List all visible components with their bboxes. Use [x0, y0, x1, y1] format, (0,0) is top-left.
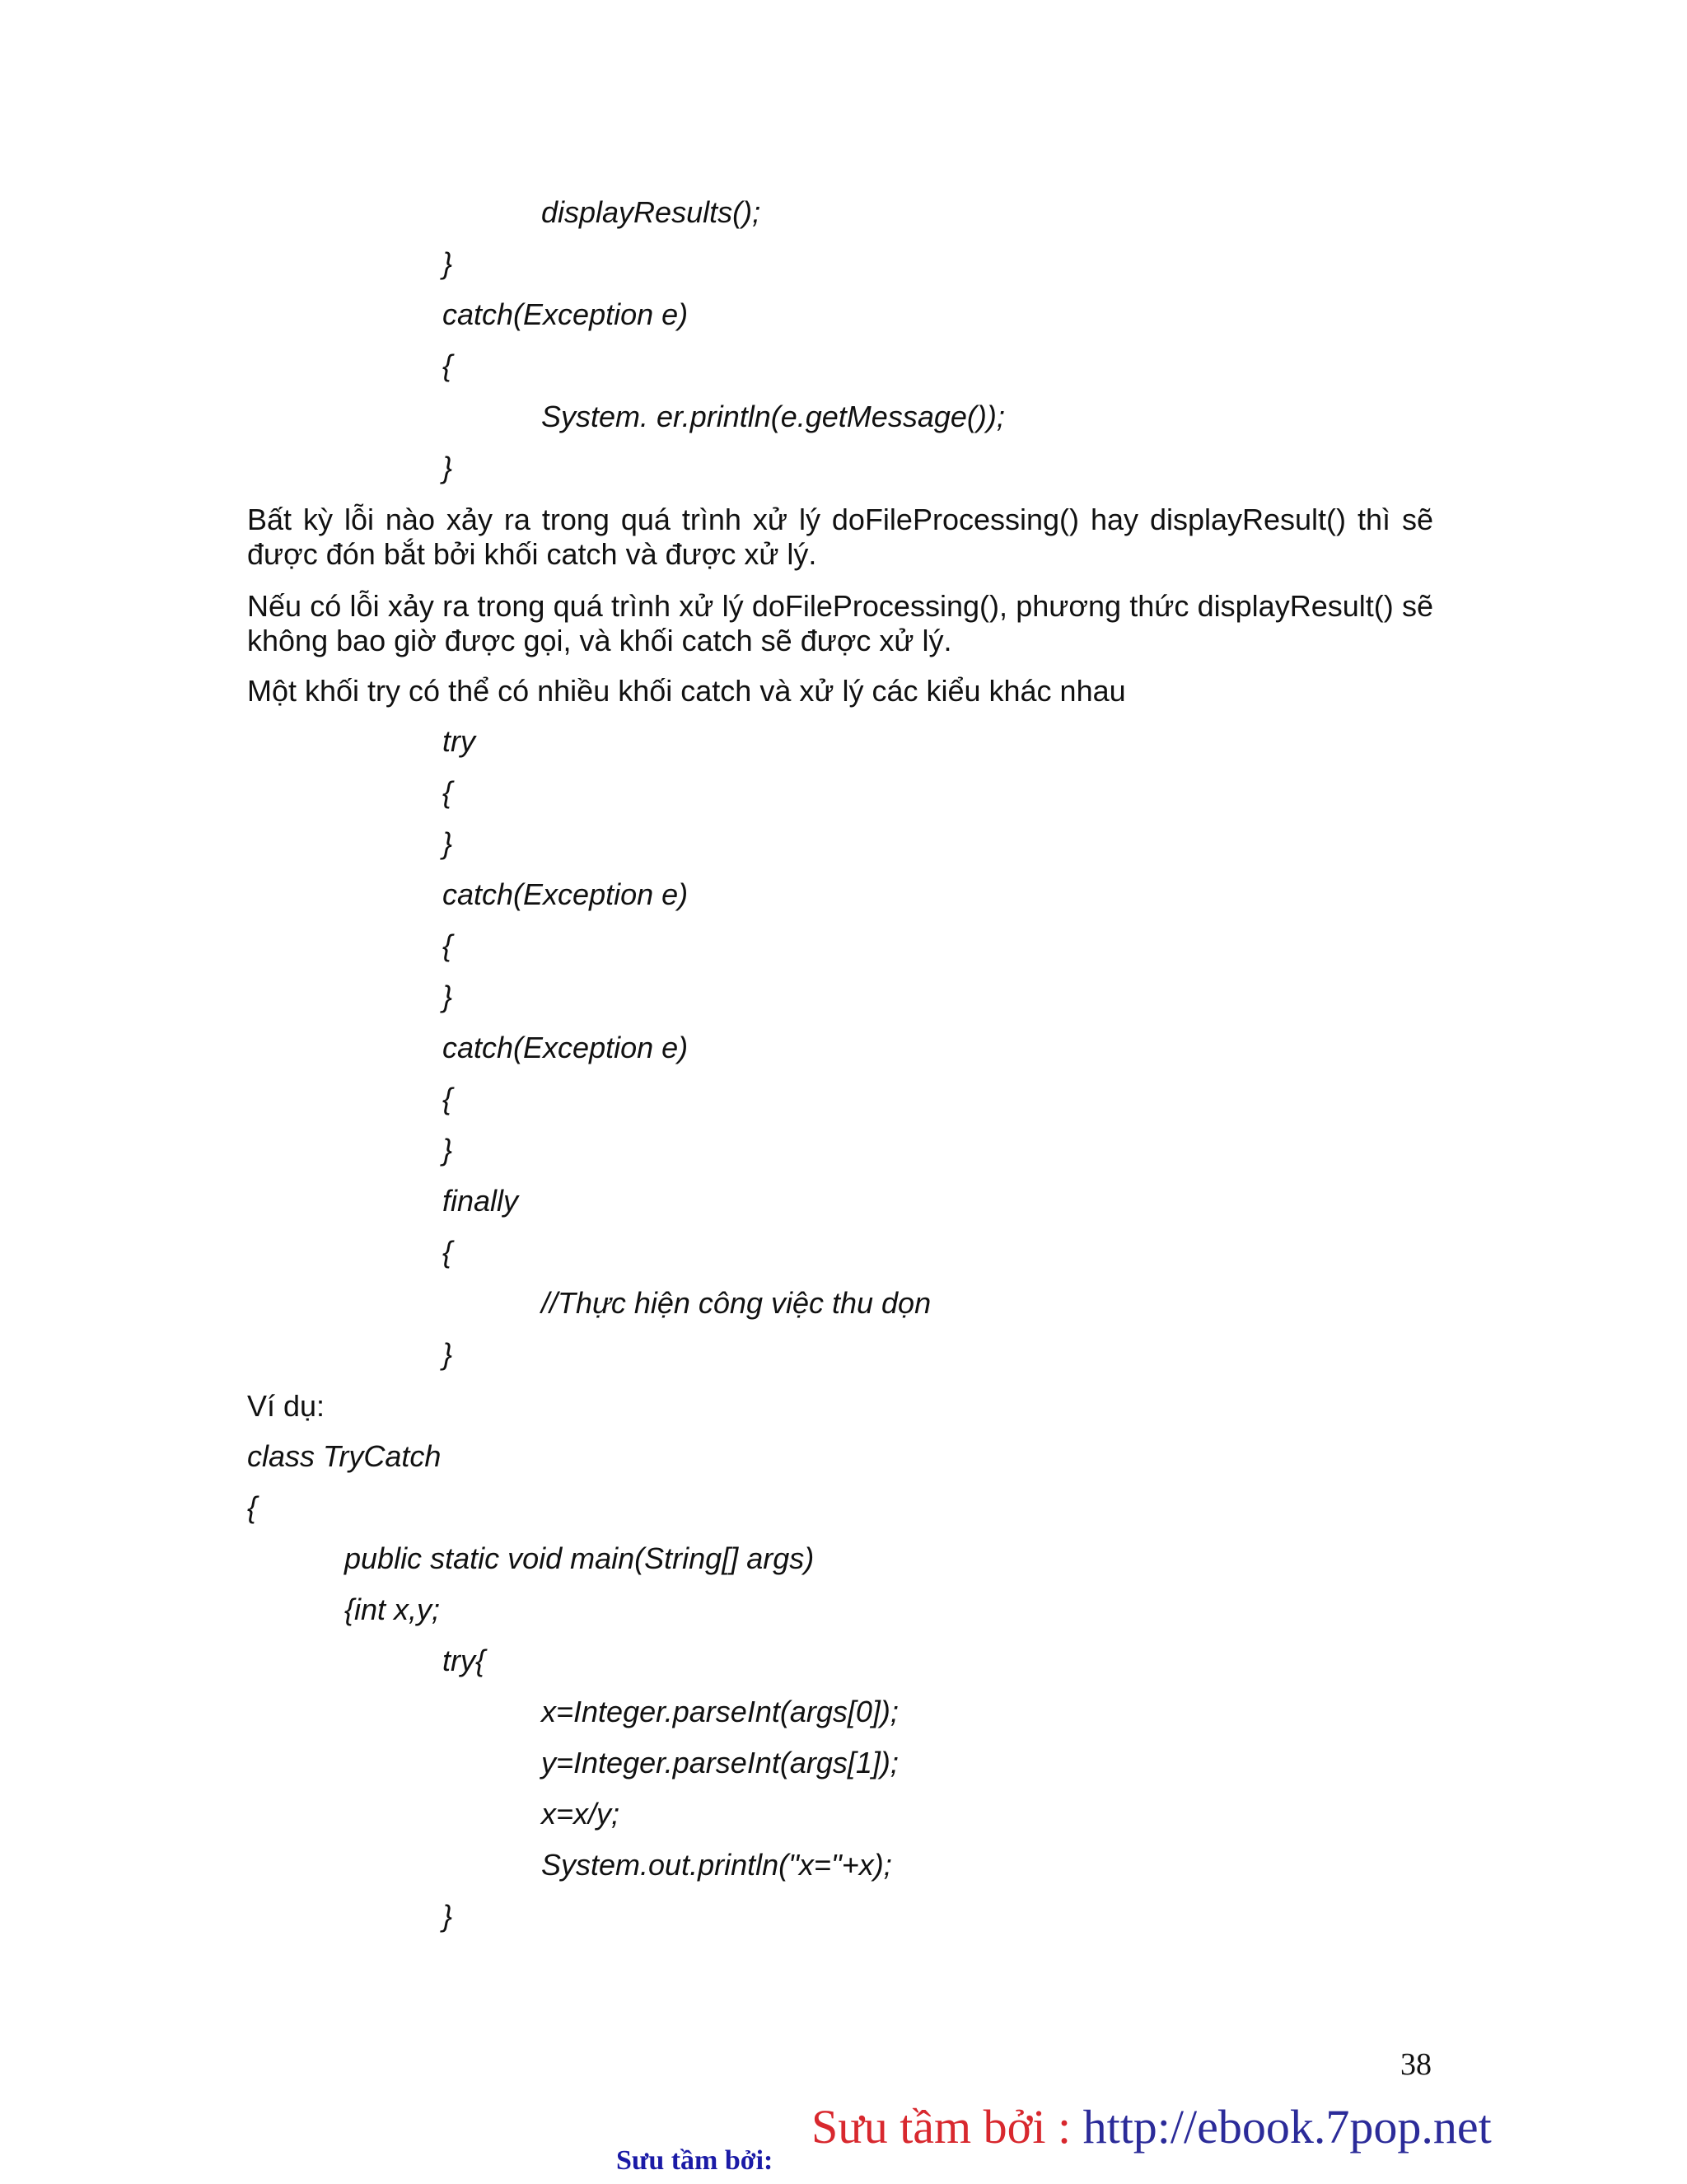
code-line: catch(Exception e) — [442, 1031, 689, 1064]
code-line: x=Integer.parseInt(args[0]); — [541, 1695, 899, 1728]
footer-source-label: Sưu tầm bởi: — [616, 2145, 773, 2176]
code-line: public static void main(String[] args) — [344, 1541, 815, 1575]
code-line: } — [442, 1133, 453, 1167]
code-line: displayResults(); — [541, 195, 761, 229]
code-line: { — [442, 928, 453, 962]
code-line: { — [442, 348, 453, 382]
code-line: try{ — [442, 1644, 486, 1677]
code-line: } — [442, 1337, 453, 1371]
code-line: } — [442, 451, 453, 484]
code-line: catch(Exception e) — [442, 877, 689, 911]
code-line: finally — [442, 1184, 519, 1218]
code-line: //Thực hiện công việc thu dọn — [541, 1286, 932, 1320]
code-line: } — [442, 1899, 453, 1933]
code-line: y=Integer.parseInt(args[1]); — [541, 1746, 899, 1779]
code-line: } — [442, 826, 453, 860]
code-line: { — [442, 775, 453, 809]
code-line: System.out.println("x="+x); — [541, 1848, 892, 1882]
paragraph-1: Bất kỳ lỗi nào xảy ra trong quá trình xử lý doFileProcessing() hay displayResult() thì sẽ được đón bắt bởi khối catch và được xử lý. — [247, 503, 1433, 571]
watermark-url: http://ebook.7pop.net — [1082, 2100, 1492, 2154]
code-line: { — [247, 1490, 258, 1524]
code-line: System. er.println(e.getMessage()); — [541, 400, 1005, 433]
watermark — [811, 2099, 1492, 2154]
code-line: try — [442, 724, 475, 758]
code-line: {int x,y; — [344, 1592, 441, 1626]
code-line: } — [442, 246, 453, 280]
code-line: catch(Exception e) — [442, 297, 689, 331]
page-number: 38 — [1400, 2047, 1432, 2082]
code-line: x=x/y; — [541, 1797, 620, 1831]
code-line: { — [442, 1235, 453, 1269]
code-line: } — [442, 980, 453, 1013]
code-line: class TryCatch — [247, 1439, 442, 1473]
watermark-label: Sưu tầm bởi : — [811, 2100, 1083, 2154]
example-label: Ví dụ: — [247, 1389, 325, 1423]
paragraph-3: Một khối try có thể có nhiều khối catch và xử lý các kiểu khác nhau — [247, 674, 1126, 708]
code-line: { — [442, 1082, 453, 1115]
paragraph-2: Nếu có lỗi xảy ra trong quá trình xử lý doFileProcessing(), phương thức displayResult() sẽ không bao giờ được gọi, và khối catch sẽ được xử lý. — [247, 589, 1433, 657]
